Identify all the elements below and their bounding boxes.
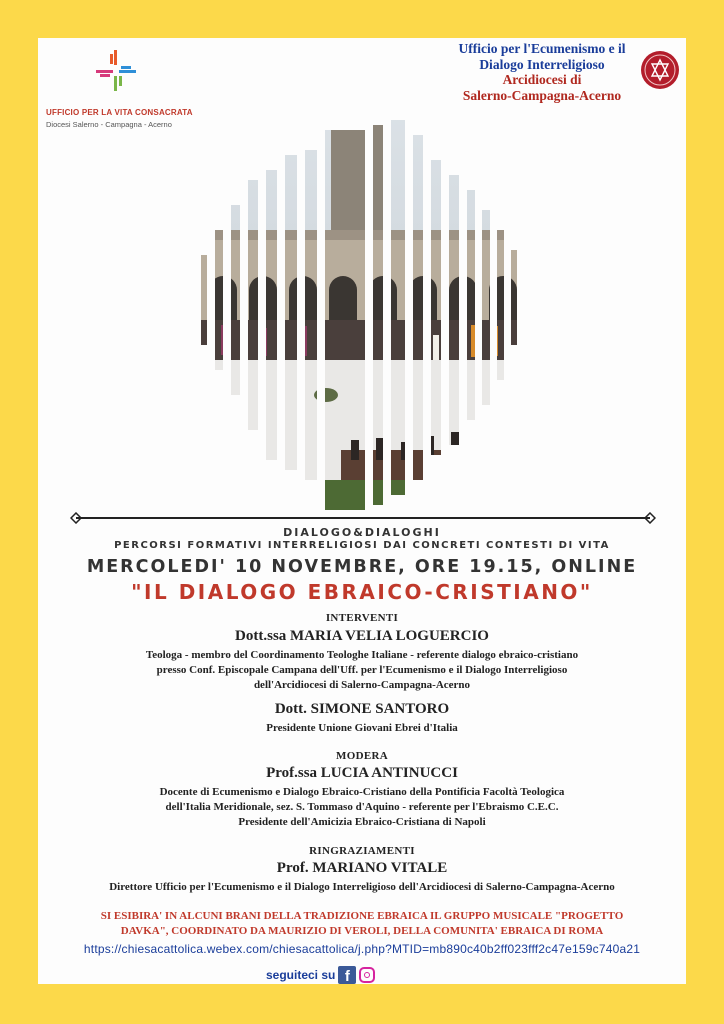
moderator-description xyxy=(38,785,686,830)
office-line-3: Arcidiocesi di xyxy=(502,72,582,87)
office-line-1: Ufficio per l'Ecumenismo e il xyxy=(458,41,626,56)
performance-line: DAVKA", COORDINATO DA MAURIZIO DI VEROLI, DELLA COMUNITA' EBRAICA DI ROMA xyxy=(120,925,604,937)
ringraziamenti-heading: RINGRAZIAMENTI xyxy=(309,845,415,857)
speaker-1-desc-line: Teologa - membro del Coordinamento Teologhe Italiane - referente dialogo ebraico-cristiano xyxy=(145,649,579,661)
ringraziamenti-description xyxy=(38,880,686,895)
moderator-desc-line: Docente di Ecumenismo e Dialogo Ebraico-Cristiano della Pontificia Facoltà Teologica xyxy=(159,786,565,798)
event-title: "IL DIALOGO EBRAICO-CRISTIANO" xyxy=(131,580,593,604)
speaker-1-desc-line: presso Conf. Episcopale Campana dell'Uff. per l'Ecumenismo e il Dialogo Interreligioso xyxy=(156,664,568,676)
speaker-2-description xyxy=(38,721,686,736)
left-logo-title: UFFICIO PER LA VITA CONSACRATA xyxy=(46,108,193,117)
moderator-name: Prof.ssa LUCIA ANTINUCCI xyxy=(266,765,458,781)
instagram-icon[interactable] xyxy=(359,967,375,983)
speaker-1-description xyxy=(38,648,686,693)
ringraziamenti-name: Prof. MARIANO VITALE xyxy=(276,860,448,876)
diocese-seal-icon xyxy=(640,50,680,90)
speaker-1-desc-line: dell'Arcidiocesi di Salerno-Campagna-Acerno xyxy=(253,679,471,691)
webex-link[interactable]: https://chiesacattolica.webex.com/chiesacattolica/j.php?MTID=mb890c40b2ff023fff2c47e159c740a21 xyxy=(83,942,641,956)
event-subtitle: PERCORSI FORMATIVI INTERRELIGIOSI DAI CONCRETI CONTESTI DI VITA xyxy=(114,540,610,551)
modera-heading: MODERA xyxy=(336,750,388,762)
event-series: DIALOGO&DIALOGHI xyxy=(283,526,441,539)
speaker-1-name: Dott.ssa MARIA VELIA LOGUERCIO xyxy=(235,628,489,644)
divider-line xyxy=(70,512,656,524)
interventi-heading: INTERVENTI xyxy=(325,612,399,624)
performance-note xyxy=(58,909,666,939)
facebook-icon[interactable]: f xyxy=(338,966,356,984)
moderator-desc-line: dell'Italia Meridionale, sez. S. Tommaso d'Aquino - referente per l'Ebraismo C.E.C. xyxy=(165,801,559,813)
flyer xyxy=(38,38,686,984)
office-line-2: Dialogo Interreligioso xyxy=(479,56,605,72)
performance-line: SI ESIBIRA' IN ALCUNI BRANI DELLA TRADIZIONE EBRAICA IL GRUPPO MUSICALE "PROGETTO xyxy=(100,910,624,922)
social-follow xyxy=(266,964,375,986)
office-line-4: Salerno-Campagna-Acerno xyxy=(462,87,622,103)
moderator-desc-line: Presidente dell'Amicizia Ebraico-Cristiana di Napoli xyxy=(238,816,486,828)
speaker-2-name: Dott. SIMONE SANTORO xyxy=(274,701,450,717)
left-logo-subtitle: Diocesi Salerno - Campagna - Acerno xyxy=(46,120,172,129)
speaker-2-desc-line: Presidente Unione Giovani Ebrei d'Italia xyxy=(266,722,458,734)
cross-logo-icon xyxy=(94,48,138,92)
event-datetime: MERCOLEDI' 10 NOVEMBRE, ORE 19.15, ONLINE xyxy=(86,557,638,577)
follow-label: seguiteci su xyxy=(266,968,336,982)
assisi-photo-collage xyxy=(201,80,523,510)
ringraziamenti-desc-line: Direttore Ufficio per l'Ecumenismo e il Dialogo Interreligioso dell'Arcidiocesi di Salerno-Campagna-Acerno xyxy=(109,881,615,893)
